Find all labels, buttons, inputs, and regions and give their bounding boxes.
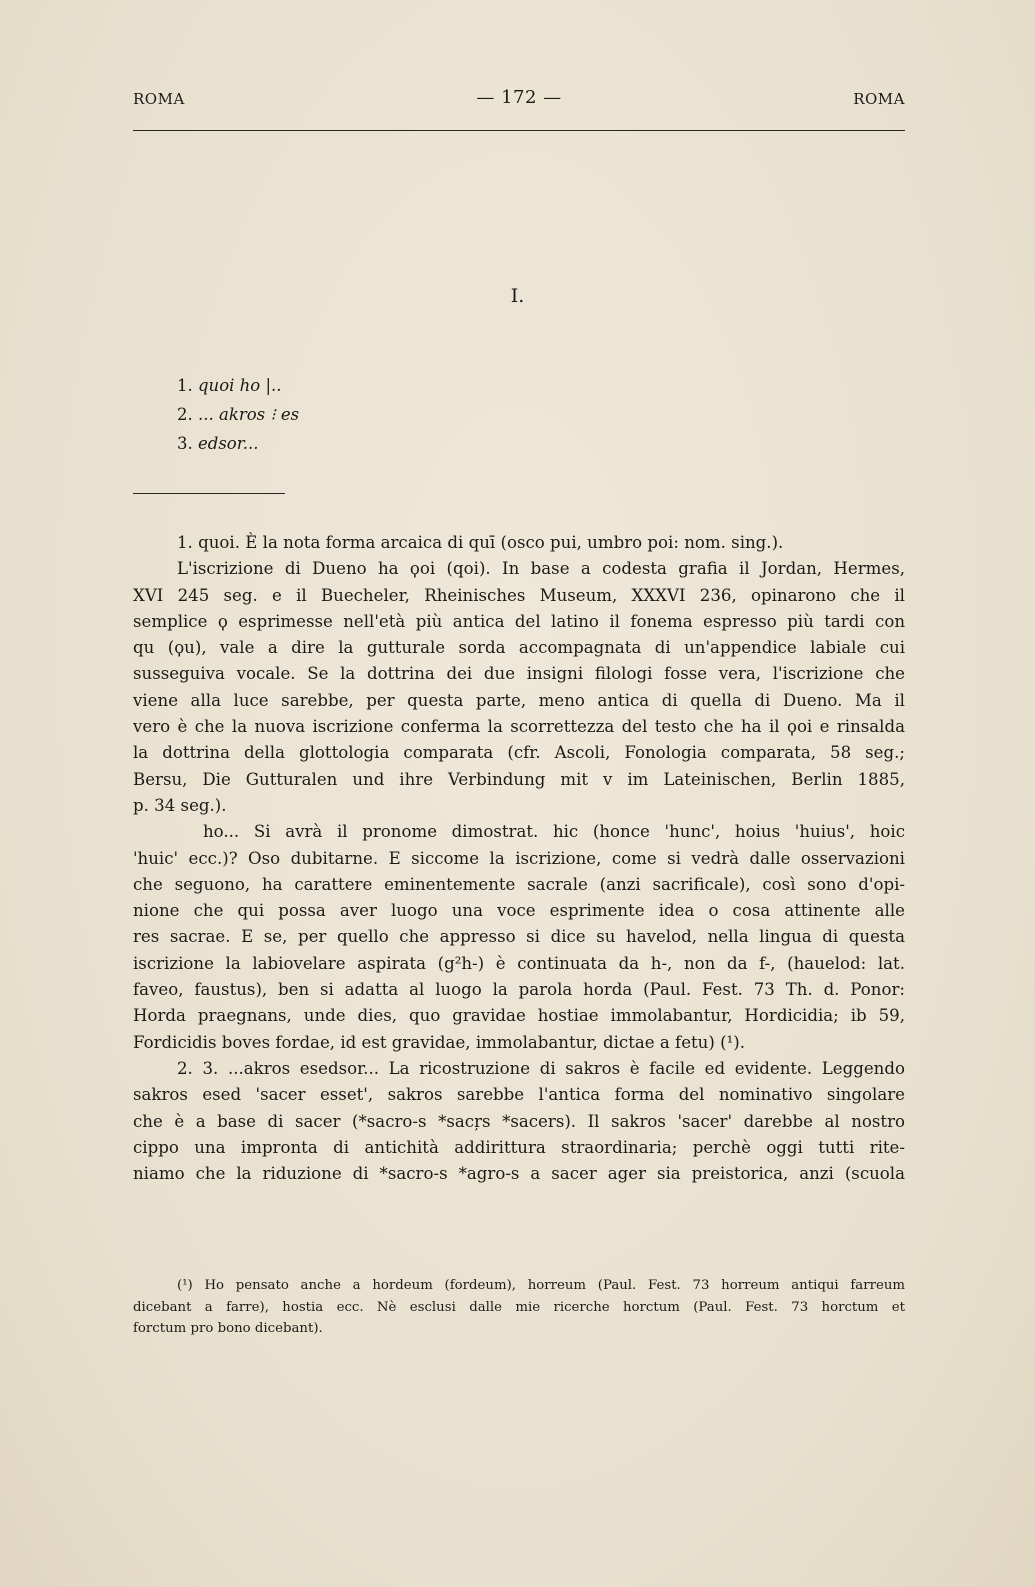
inscription-line-text: quoi ho |.. xyxy=(198,376,282,395)
page-number: — 172 — xyxy=(476,87,562,108)
body-line: L'iscrizione di Dueno ha ϙoi (qoi). In base a codesta grafia il Jordan, Hermes, xyxy=(177,559,905,579)
inscription-line-number: 1. xyxy=(177,376,193,395)
body-line: Fordicidis boves fordae, id est gravidae, immolabantur, dictae a fetu) (¹). xyxy=(133,1032,745,1052)
body-line: Bersu, Die Gutturalen und ihre Verbindung mit v im Lateinischen, Berlin 1885, xyxy=(133,769,905,789)
footnote-line: forctum pro bono dicebant). xyxy=(133,1321,323,1336)
body-line: niamo che la riduzione di *sacro-s *agro-s a sacer ager sia preistorica, anzi (scuola xyxy=(133,1164,905,1184)
body-line: la dottrina della glottologia comparata (cfr. Ascoli, Fonologia comparata, 58 seg.; xyxy=(133,743,905,763)
inscription-line-text: edsor... xyxy=(198,434,259,453)
body-line: faveo, faustus), ben si adatta al luogo la parola horda (Paul. Fest. 73 Th. d. Ponor: xyxy=(133,980,905,1000)
body-line: viene alla luce sarebbe, per questa parte, meno antica di quella di Dueno. Ma il xyxy=(133,690,905,710)
running-head-left: ROMA xyxy=(133,90,185,108)
footnote xyxy=(133,1275,905,1340)
body-line: vero è che la nuova iscrizione conferma la scorrettezza del testo che ha il ϙoi e rinsalda xyxy=(133,717,905,737)
header-rule xyxy=(133,130,905,131)
inscription-line xyxy=(177,400,299,429)
body-line: susseguiva vocale. Se la dottrina dei due insigni filologi fosse vera, l'iscrizione che xyxy=(133,664,905,684)
footnote-line: dicebant a farre), hostia ecc. Nè esclusi dalle mie ricerche horctum (Paul. Fest. 73 horctum et xyxy=(133,1299,905,1315)
section-number: I. xyxy=(510,285,525,307)
body-line: che è a base di sacer (*sacro-s *sacŗs *sacers). Il sakros 'sacer' darebbe al nostro xyxy=(133,1111,905,1131)
body-line: ho... Si avrà il pronome dimostrat. hic (honce 'hunc', hoius 'huius', hoic xyxy=(203,822,905,842)
body-line: semplice ϙ esprimesse nell'età più antica del latino il fonema espresso più tardi con xyxy=(133,611,905,631)
inscription-line-number: 2. xyxy=(177,405,193,424)
body-line: XVI 245 seg. e il Buecheler, Rheinisches Museum, XXXVI 236, opinarono che il xyxy=(133,585,905,605)
body-line: res sacrae. E se, per quello che appresso si dice su havelod, nella lingua di questa xyxy=(133,927,905,947)
body-line: 1. quoi. È la nota forma arcaica di quī (osco pui, umbro poi: nom. sing.). xyxy=(177,533,784,552)
body-line: 'huic' ecc.)? Oso dubitarne. E siccome la iscrizione, come si vedrà dalle osservazioni xyxy=(133,848,905,868)
inscription-line xyxy=(177,371,299,400)
inscription-line-number: 3. xyxy=(177,434,193,453)
body-line: sakros esed 'sacer esset', sakros sarebbe l'antica forma del nominativo singolare xyxy=(133,1085,905,1105)
body-line: qu (ϙu), vale a dire la gutturale sorda accompagnata di un'appendice labiale cui xyxy=(133,638,905,658)
inscription-line-text: ... akros ⁝ es xyxy=(198,405,300,424)
body-line: 2. 3. ...akros esedsor... La ricostruzione di sakros è facile ed evidente. Leggendo xyxy=(177,1058,905,1078)
body-line: cippo una impronta di antichità addirittura straordinaria; perchè oggi tutti rite- xyxy=(133,1137,905,1157)
body-line: che seguono, ha carattere eminentemente sacrale (anzi sacrificale), così sono d'opi- xyxy=(133,874,905,894)
inscription-line xyxy=(177,429,299,458)
body-line: iscrizione la labiovelare aspirata (g²h-) è continuata da h-, non da f-, (hauelod: lat. xyxy=(133,953,905,973)
body-line: p. 34 seg.). xyxy=(133,795,227,815)
inscription-transcription xyxy=(177,371,299,458)
body-line: nione che qui possa aver luogo una voce esprimente idea o cosa attinente alle xyxy=(133,901,905,921)
body-line: Horda praegnans, unde dies, quo gravidae hostiae immolabantur, Hordicidia; ib 59, xyxy=(133,1006,905,1026)
running-head xyxy=(133,87,905,112)
commentary-body xyxy=(133,530,905,1187)
running-head-right: ROMA xyxy=(853,90,905,108)
footnote-line: (¹) Ho pensato anche a hordeum (fordeum), horreum (Paul. Fest. 73 horreum antiqui farreum xyxy=(177,1278,905,1293)
separator-rule xyxy=(133,493,285,494)
